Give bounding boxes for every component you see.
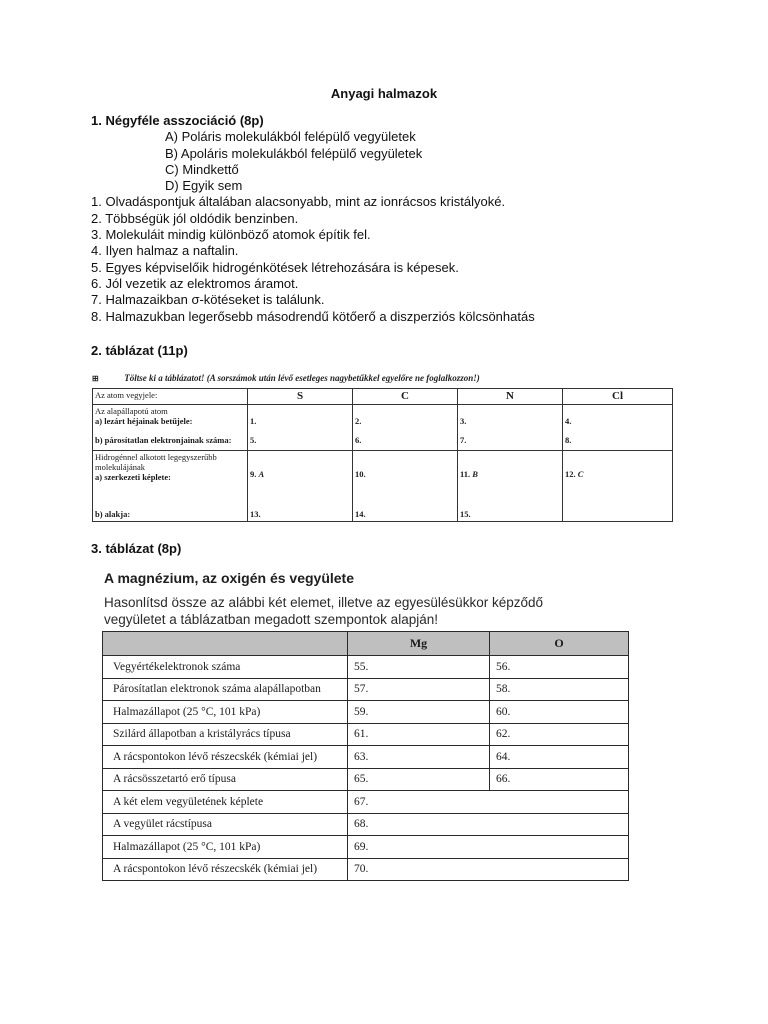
- t2-answer-num: 1.: [250, 416, 257, 426]
- t2-structure-label: a) szerkezeti képlete:: [95, 472, 171, 482]
- t3-answer-mg: 55.: [348, 656, 490, 679]
- t3-answer-mg: 57.: [348, 678, 490, 701]
- t3-answer-o: 64.: [490, 746, 629, 769]
- t2-element-cl: Cl: [563, 389, 673, 405]
- t2-cell: [563, 405, 673, 451]
- t3-row-label: A rácsösszetartó erő típusa: [103, 768, 348, 791]
- t2-answer-num: 13.: [250, 509, 261, 519]
- t2-cell: [458, 451, 563, 522]
- t2-answer-num: 15.: [460, 509, 471, 519]
- q1-option-d: D) Egyik sem: [165, 178, 243, 194]
- t2-answer-num: 2.: [355, 416, 362, 426]
- t2-hydrogen-label: [93, 451, 248, 522]
- t3-answer-compound: 69.: [348, 836, 629, 859]
- t2-cell: [563, 451, 673, 522]
- t3-header-mg: Mg: [348, 632, 490, 656]
- t3-answer-mg: 65.: [348, 768, 490, 791]
- t3-row-label: A két elem vegyületének képlete: [103, 791, 348, 814]
- table-3: [102, 631, 629, 881]
- t2-answer-num: 4.: [565, 416, 572, 426]
- t2-answer-num: 8.: [565, 435, 572, 445]
- t2-heading: 2. táblázat (11p): [91, 343, 188, 358]
- t2-hydro-label-2: molekulájának: [95, 462, 146, 472]
- t3-row-label: Halmazállapot (25 °C, 101 kPa): [103, 836, 348, 859]
- t3-answer-o: 60.: [490, 701, 629, 724]
- q1-option-c: C) Mindkettő: [165, 161, 239, 177]
- q1-statement: 3. Molekuláit mindig különböző atomok építik fel.: [91, 227, 371, 243]
- t3-row-label: Vegyértékelektronok száma: [103, 656, 348, 679]
- t2-answer-num: 6.: [355, 435, 362, 445]
- q1-statement: 8. Halmazukban legerősebb másodrendű kötőerő a diszperziós kölcsönhatás: [91, 308, 535, 324]
- t3-row-label: Halmazállapot (25 °C, 101 kPa): [103, 701, 348, 724]
- t3-row-label: A rácspontokon lévő részecskék (kémiai jel): [103, 858, 348, 881]
- t2-instruction: [92, 370, 676, 388]
- t3-row-label: Párosítatlan elektronok száma alapállapotban: [103, 678, 348, 701]
- q1-heading: 1. Négyféle asszociáció (8p): [91, 113, 264, 128]
- q1-option-b: B) Apoláris molekulákból felépülő vegyületek: [165, 145, 423, 161]
- q1-statement: 6. Jól vezetik az elektromos áramot.: [91, 275, 299, 291]
- t2-answer-letter: C: [577, 469, 584, 479]
- t3-answer-compound: 68.: [348, 813, 629, 836]
- t3-answer-mg: 61.: [348, 723, 490, 746]
- t3-answer-compound: 67.: [348, 791, 629, 814]
- t2-cell: [248, 405, 353, 451]
- t2-ground-state-label: [93, 405, 248, 451]
- t2-cell: [353, 451, 458, 522]
- q1-statement: 2. Többségük jól oldódik benzinben.: [91, 210, 299, 226]
- page-title: Anyagi halmazok: [330, 86, 438, 101]
- checkbox-icon: ⊞: [92, 374, 99, 383]
- table-2-scan: [92, 370, 676, 522]
- q1-statement: 1. Olvadáspontjuk általában alacsonyabb, mint az ionrácsos kristályoké.: [91, 194, 506, 210]
- t2-answer-num: 12.: [565, 469, 576, 479]
- t3-answer-o: 58.: [490, 678, 629, 701]
- question-1: [91, 113, 535, 325]
- t2-answer-num: 5.: [250, 435, 257, 445]
- t2-answer-num: 9.: [250, 469, 257, 479]
- t2-shape-label: b) alakja:: [95, 509, 131, 519]
- q1-statement: 5. Egyes képviselőik hidrogénkötések létrehozására is képesek.: [91, 259, 459, 275]
- t2-hydro-label-1: Hidrogénnel alkotott legegyszerűbb: [95, 452, 217, 462]
- t2-answer-num: 14.: [355, 509, 366, 519]
- t2-unpaired-label: b) párosítatlan elektronjainak száma:: [95, 435, 232, 445]
- t3-row-label: A rácspontokon lévő részecskék (kémiai jel): [103, 746, 348, 769]
- t2-answer-letter: A: [258, 469, 265, 479]
- table-2: [92, 388, 673, 522]
- t3-heading: 3. táblázat (8p): [91, 541, 182, 556]
- q1-statement: 4. Ilyen halmaz a naftalin.: [91, 243, 239, 259]
- t3-title: A magnézium, az oxigén és vegyülete: [104, 570, 355, 586]
- t3-header-blank: [103, 632, 348, 656]
- t2-answer-num: 3.: [460, 416, 467, 426]
- t3-answer-compound: 70.: [348, 858, 629, 881]
- t3-answer-mg: 63.: [348, 746, 490, 769]
- t2-ground-label: Az alapállapotú atom: [95, 406, 168, 416]
- t2-instruction-text: Töltse ki a táblázatot! (A sorszámok után lévő esetleges nagybetűkkel egyelőre ne foglalkozzon!): [124, 373, 480, 383]
- t2-answer-num: 11.: [460, 469, 471, 479]
- t2-cell: [458, 405, 563, 451]
- t3-row-label: A vegyület rácstípusa: [103, 813, 348, 836]
- t2-closed-shell-label: a) lezárt héjainak betűjele:: [95, 416, 193, 426]
- t3-row-label: Szilárd állapotban a kristályrács típusa: [103, 723, 348, 746]
- t3-answer-o: 56.: [490, 656, 629, 679]
- t2-header-label: Az atom vegyjele:: [93, 389, 248, 405]
- t2-answer-num: 7.: [460, 435, 467, 445]
- q1-option-a: A) Poláris molekulákból felépülő vegyületek: [165, 129, 416, 145]
- t2-element-s: S: [248, 389, 353, 405]
- t3-answer-mg: 59.: [348, 701, 490, 724]
- t2-cell: [248, 451, 353, 522]
- t3-header-o: O: [490, 632, 629, 656]
- t2-element-n: N: [458, 389, 563, 405]
- q1-statement: 7. Halmazaikban σ-kötéseket is találunk.: [91, 292, 325, 308]
- t2-element-c: C: [353, 389, 458, 405]
- t3-answer-o: 66.: [490, 768, 629, 791]
- t2-cell: [353, 405, 458, 451]
- t2-answer-letter: B: [472, 469, 478, 479]
- t3-intro: Hasonlítsd össze az alábbi két elemet, illetve az egyesülésükkor képződő vegyületet a táblázatban megadott szempontok alapján!: [104, 595, 543, 627]
- t3-answer-o: 62.: [490, 723, 629, 746]
- t2-answer-num: 10.: [355, 469, 366, 479]
